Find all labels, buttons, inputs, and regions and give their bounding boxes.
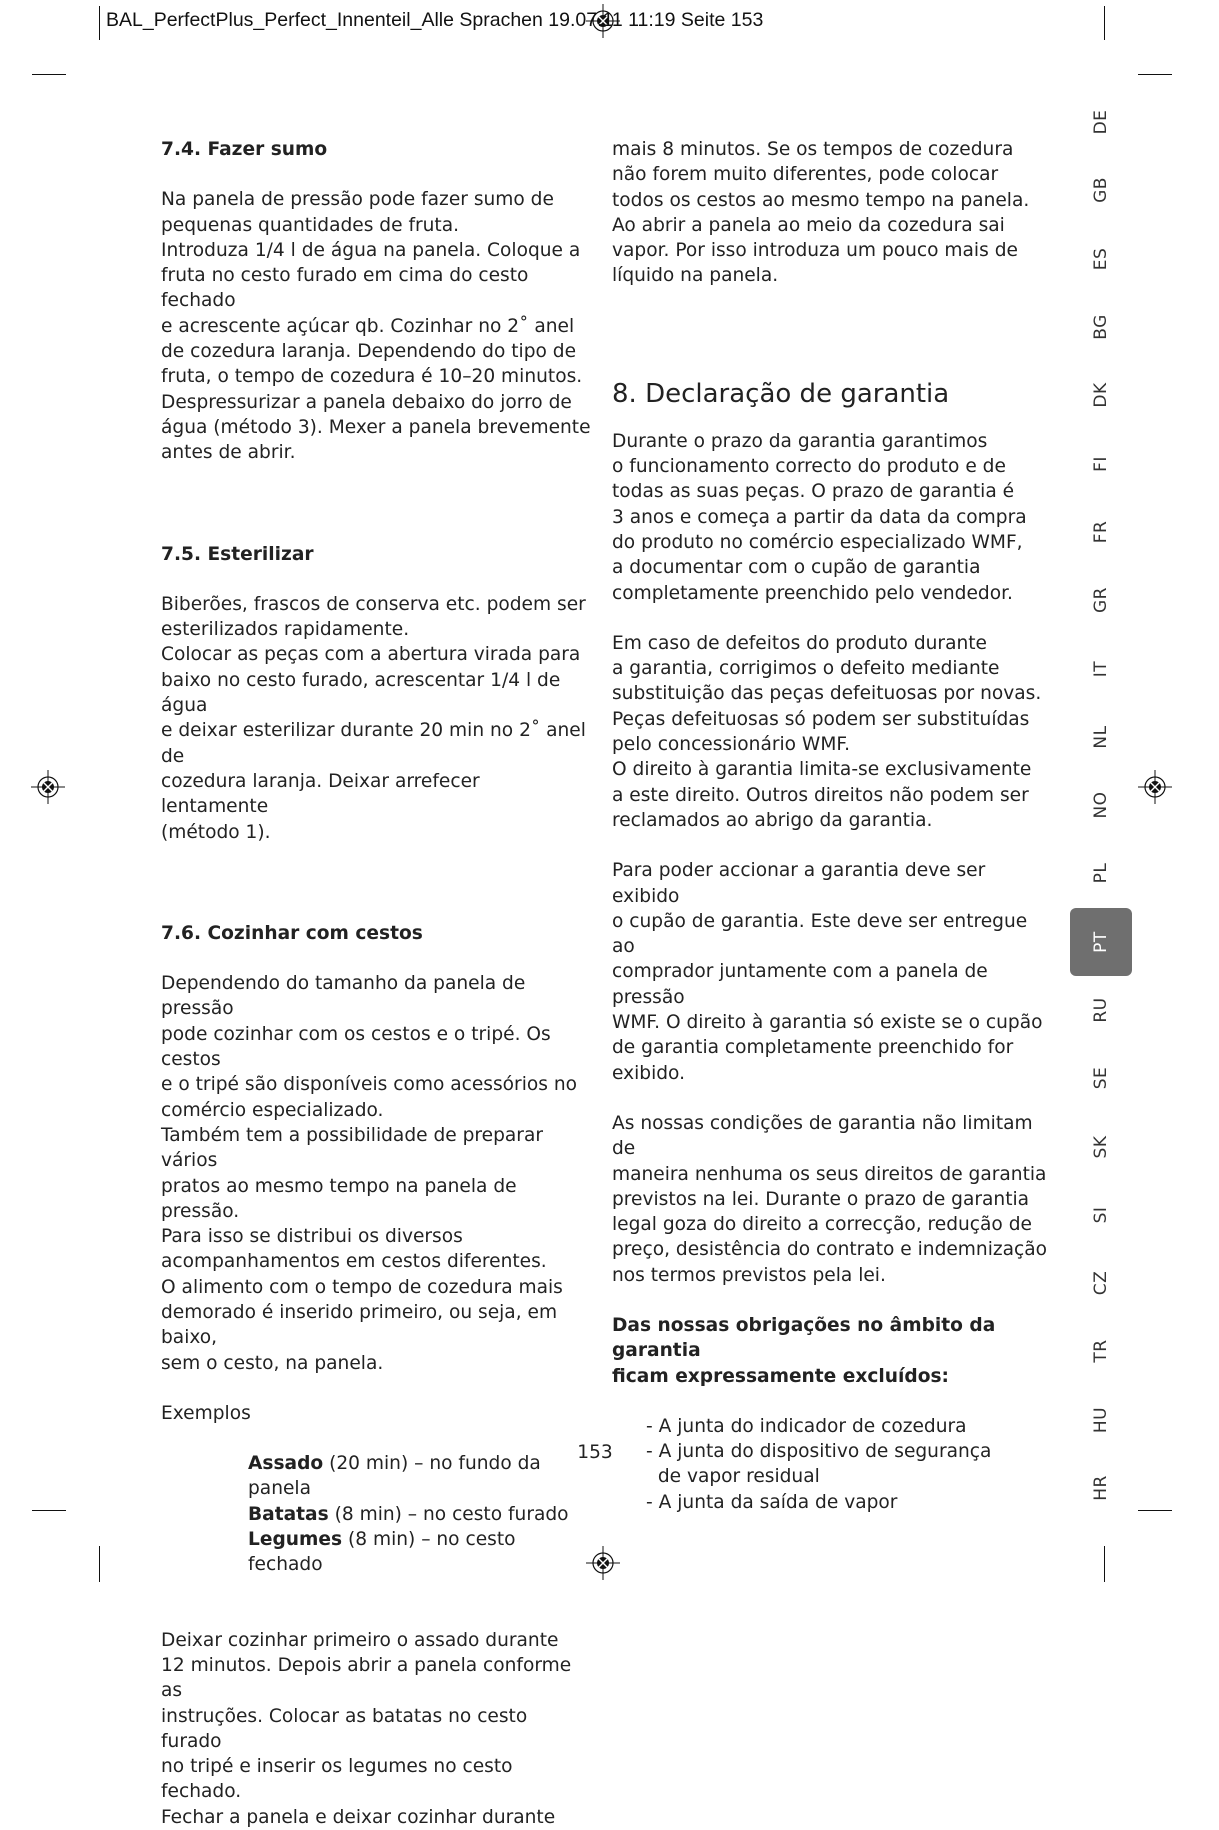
paragraph: As nossas condições de garantia não limitam de maneira nenhuma os seus direitos de garantia previstos na lei. Durante o prazo de garantia legal goza do direito a correcção, redução de preço, desistência do contrato e indemnização nos termos previstos pela lei. <box>612 1112 1048 1286</box>
language-tab-es[interactable] <box>1070 225 1132 293</box>
language-tab-se[interactable] <box>1070 1044 1132 1112</box>
language-tab-dk[interactable] <box>1070 361 1132 429</box>
crop-mark <box>1138 74 1172 75</box>
right-column <box>612 137 1052 1515</box>
language-tab-label: BG <box>1091 314 1111 340</box>
language-tab-label: SK <box>1091 1135 1111 1159</box>
example-detail: (20 min) – no fundo da panela <box>248 1453 541 1500</box>
print-slug: BAL_PerfectPlus_Perfect_Innenteil_Alle Sprachen 19.07.11 11:19 Seite 153 <box>106 9 764 31</box>
list-item <box>248 1527 591 1578</box>
paragraph: Na panela de pressão pode fazer sumo de pequenas quantidades de fruta. Introduza 1/4 l de água na panela. Coloque a fruta no cesto furado em cima do cesto fechado e acrescente açúcar qb. Cozinhar no 2˚ anel de cozedura laranja. Dependendo do tipo de fruta, o tempo de cozedura é 10–20 minutos. Despressurizar a panela debaixo do jorro de água (método 3). Mexer a panela brevemente antes de abrir. <box>161 189 591 464</box>
example-detail: (8 min) – no cesto fechado <box>248 1529 516 1576</box>
language-tab-bg[interactable] <box>1070 293 1132 361</box>
example-detail: (8 min) – no cesto furado <box>328 1503 569 1525</box>
language-tab-pt[interactable] <box>1070 908 1132 976</box>
exclusion-list <box>612 1414 1052 1515</box>
language-tabs <box>1070 88 1132 1522</box>
language-tab-label: PL <box>1091 863 1111 884</box>
language-tab-label: DK <box>1091 382 1111 408</box>
language-tab-tr[interactable] <box>1070 1317 1132 1385</box>
section-heading-7-4: 7.4. Fazer sumo <box>161 139 328 160</box>
crop-mark <box>99 6 100 40</box>
language-tab-no[interactable] <box>1070 771 1132 839</box>
language-tab-ru[interactable] <box>1070 976 1132 1044</box>
language-tab-label: SI <box>1091 1206 1111 1224</box>
paragraph: Para poder accionar a garantia deve ser exibido o cupão de garantia. Este deve ser entregue ao comprador juntamente com a panela de pressão WMF. O direito à garantia só existe se o cupão de garantia completamente preenchido for exibido. <box>612 860 1043 1084</box>
language-tab-hr[interactable] <box>1070 1454 1132 1522</box>
registration-mark-icon <box>1138 770 1172 804</box>
language-tab-cz[interactable] <box>1070 1249 1132 1317</box>
language-tab-pl[interactable] <box>1070 839 1132 907</box>
crop-mark <box>1104 6 1105 40</box>
language-tab-fi[interactable] <box>1070 429 1132 497</box>
language-tab-sk[interactable] <box>1070 1112 1132 1180</box>
language-tab-label: NL <box>1091 725 1111 749</box>
list-item: - A junta da saída de vapor <box>646 1491 898 1513</box>
language-tab-label: GR <box>1091 587 1111 614</box>
language-tab-fr[interactable] <box>1070 498 1132 566</box>
registration-mark-icon <box>586 1546 620 1580</box>
example-item: Batatas <box>248 1503 329 1525</box>
language-tab-label: HU <box>1091 1406 1111 1433</box>
language-tab-label: FI <box>1091 455 1111 472</box>
section-heading-8: 8. Declaração de garantia <box>612 378 950 409</box>
language-tab-label: DE <box>1091 109 1111 135</box>
crop-mark <box>32 1510 66 1511</box>
paragraph: mais 8 minutos. Se os tempos de cozedura não forem muito diferentes, pode colocar todos os cestos ao mesmo tempo na panela. Ao abrir a panela ao meio da cozedura sai vapor. Por isso introduza um pouco mais de líquido na panela. <box>612 139 1030 287</box>
left-column <box>161 137 591 1830</box>
language-tab-label: SE <box>1091 1067 1111 1090</box>
language-tab-label: NO <box>1091 791 1111 819</box>
exclusion-heading: Das nossas obrigações no âmbito da garantia ficam expressamente excluídos: <box>612 1314 996 1387</box>
language-tab-label: RU <box>1091 997 1111 1023</box>
language-tab-gb[interactable] <box>1070 156 1132 224</box>
paragraph: Dependendo do tamanho da panela de pressão pode cozinhar com os cestos e o tripé. Os cestos e o tripé são disponíveis como acessórios no comércio especializado. Também tem a possibilidade de preparar vários pratos ao mesmo tempo na panela de pressão. Para isso se distribui os diversos acompanhamentos em cestos diferentes. O alimento com o tempo de cozedura mais demorado é inserido primeiro, ou seja, em baixo, sem o cesto, na panela. <box>161 973 577 1374</box>
language-tab-label: PT <box>1091 930 1111 953</box>
paragraph: Deixar cozinhar primeiro o assado durante 12 minutos. Depois abrir a panela conforme as instruções. Colocar as batatas no cesto furado no tripé e inserir os legumes no cesto fechado. Fechar a panela e deixar cozinhar durante <box>161 1629 572 1828</box>
language-tab-label: ES <box>1091 247 1111 271</box>
language-tab-label: IT <box>1091 660 1111 677</box>
language-tab-hu[interactable] <box>1070 1386 1132 1454</box>
paragraph: Biberões, frascos de conserva etc. podem ser esterilizados rapidamente. Colocar as peças com a abertura virada para baixo no cesto furado, acrescentar 1/4 l de água e deixar esterilizar durante 20 min no 2˚ anel de cozedura laranja. Deixar arrefecer lentamente (método 1). <box>161 593 586 843</box>
list-item: - A junta do dispositivo de segurança de vapor residual <box>646 1441 992 1488</box>
language-tab-gr[interactable] <box>1070 566 1132 634</box>
list-item <box>248 1502 591 1527</box>
language-tab-label: HR <box>1091 1475 1111 1501</box>
examples-list <box>161 1451 591 1577</box>
section-heading-7-6: 7.6. Cozinhar com cestos <box>161 922 423 944</box>
paragraph: Em caso de defeitos do produto durante a garantia, corrigimos o defeito mediante substituição das peças defeituosas por novas. Peças defeituosas só podem ser substituídas pelo concessionário WMF. O direito à garantia limita-se exclusivamente a este direito. Outros direitos não podem ser reclamados ao abrigo da garantia. <box>612 632 1042 831</box>
registration-mark-icon <box>31 770 65 804</box>
language-tab-label: TR <box>1091 1339 1111 1364</box>
language-tab-label: CZ <box>1091 1270 1111 1296</box>
paragraph: Durante o prazo da garantia garantimos o funcionamento correcto do produto e de todas as suas peças. O prazo de garantia é 3 anos e começa a partir da data da compra do produto no comércio especializado WMF, a documentar com o cupão de garantia completamente preenchido pelo vendedor. <box>612 430 1027 604</box>
examples-label: Exemplos <box>161 1402 251 1424</box>
language-tab-label: GB <box>1091 177 1111 204</box>
example-item: Assado <box>248 1453 324 1475</box>
language-tab-label: FR <box>1091 520 1111 544</box>
language-tab-nl[interactable] <box>1070 703 1132 771</box>
list-item: - A junta do indicador de cozedura <box>646 1415 967 1437</box>
language-tab-si[interactable] <box>1070 1181 1132 1249</box>
crop-mark <box>32 74 66 75</box>
crop-mark <box>1104 1546 1105 1582</box>
language-tab-de[interactable] <box>1070 88 1132 156</box>
example-item: Legumes <box>248 1529 343 1551</box>
language-tab-it[interactable] <box>1070 634 1132 702</box>
crop-mark <box>1138 1510 1172 1511</box>
section-heading-7-5: 7.5. Esterilizar <box>161 543 314 565</box>
crop-mark <box>99 1546 100 1582</box>
page-number: 153 <box>577 1442 613 1463</box>
